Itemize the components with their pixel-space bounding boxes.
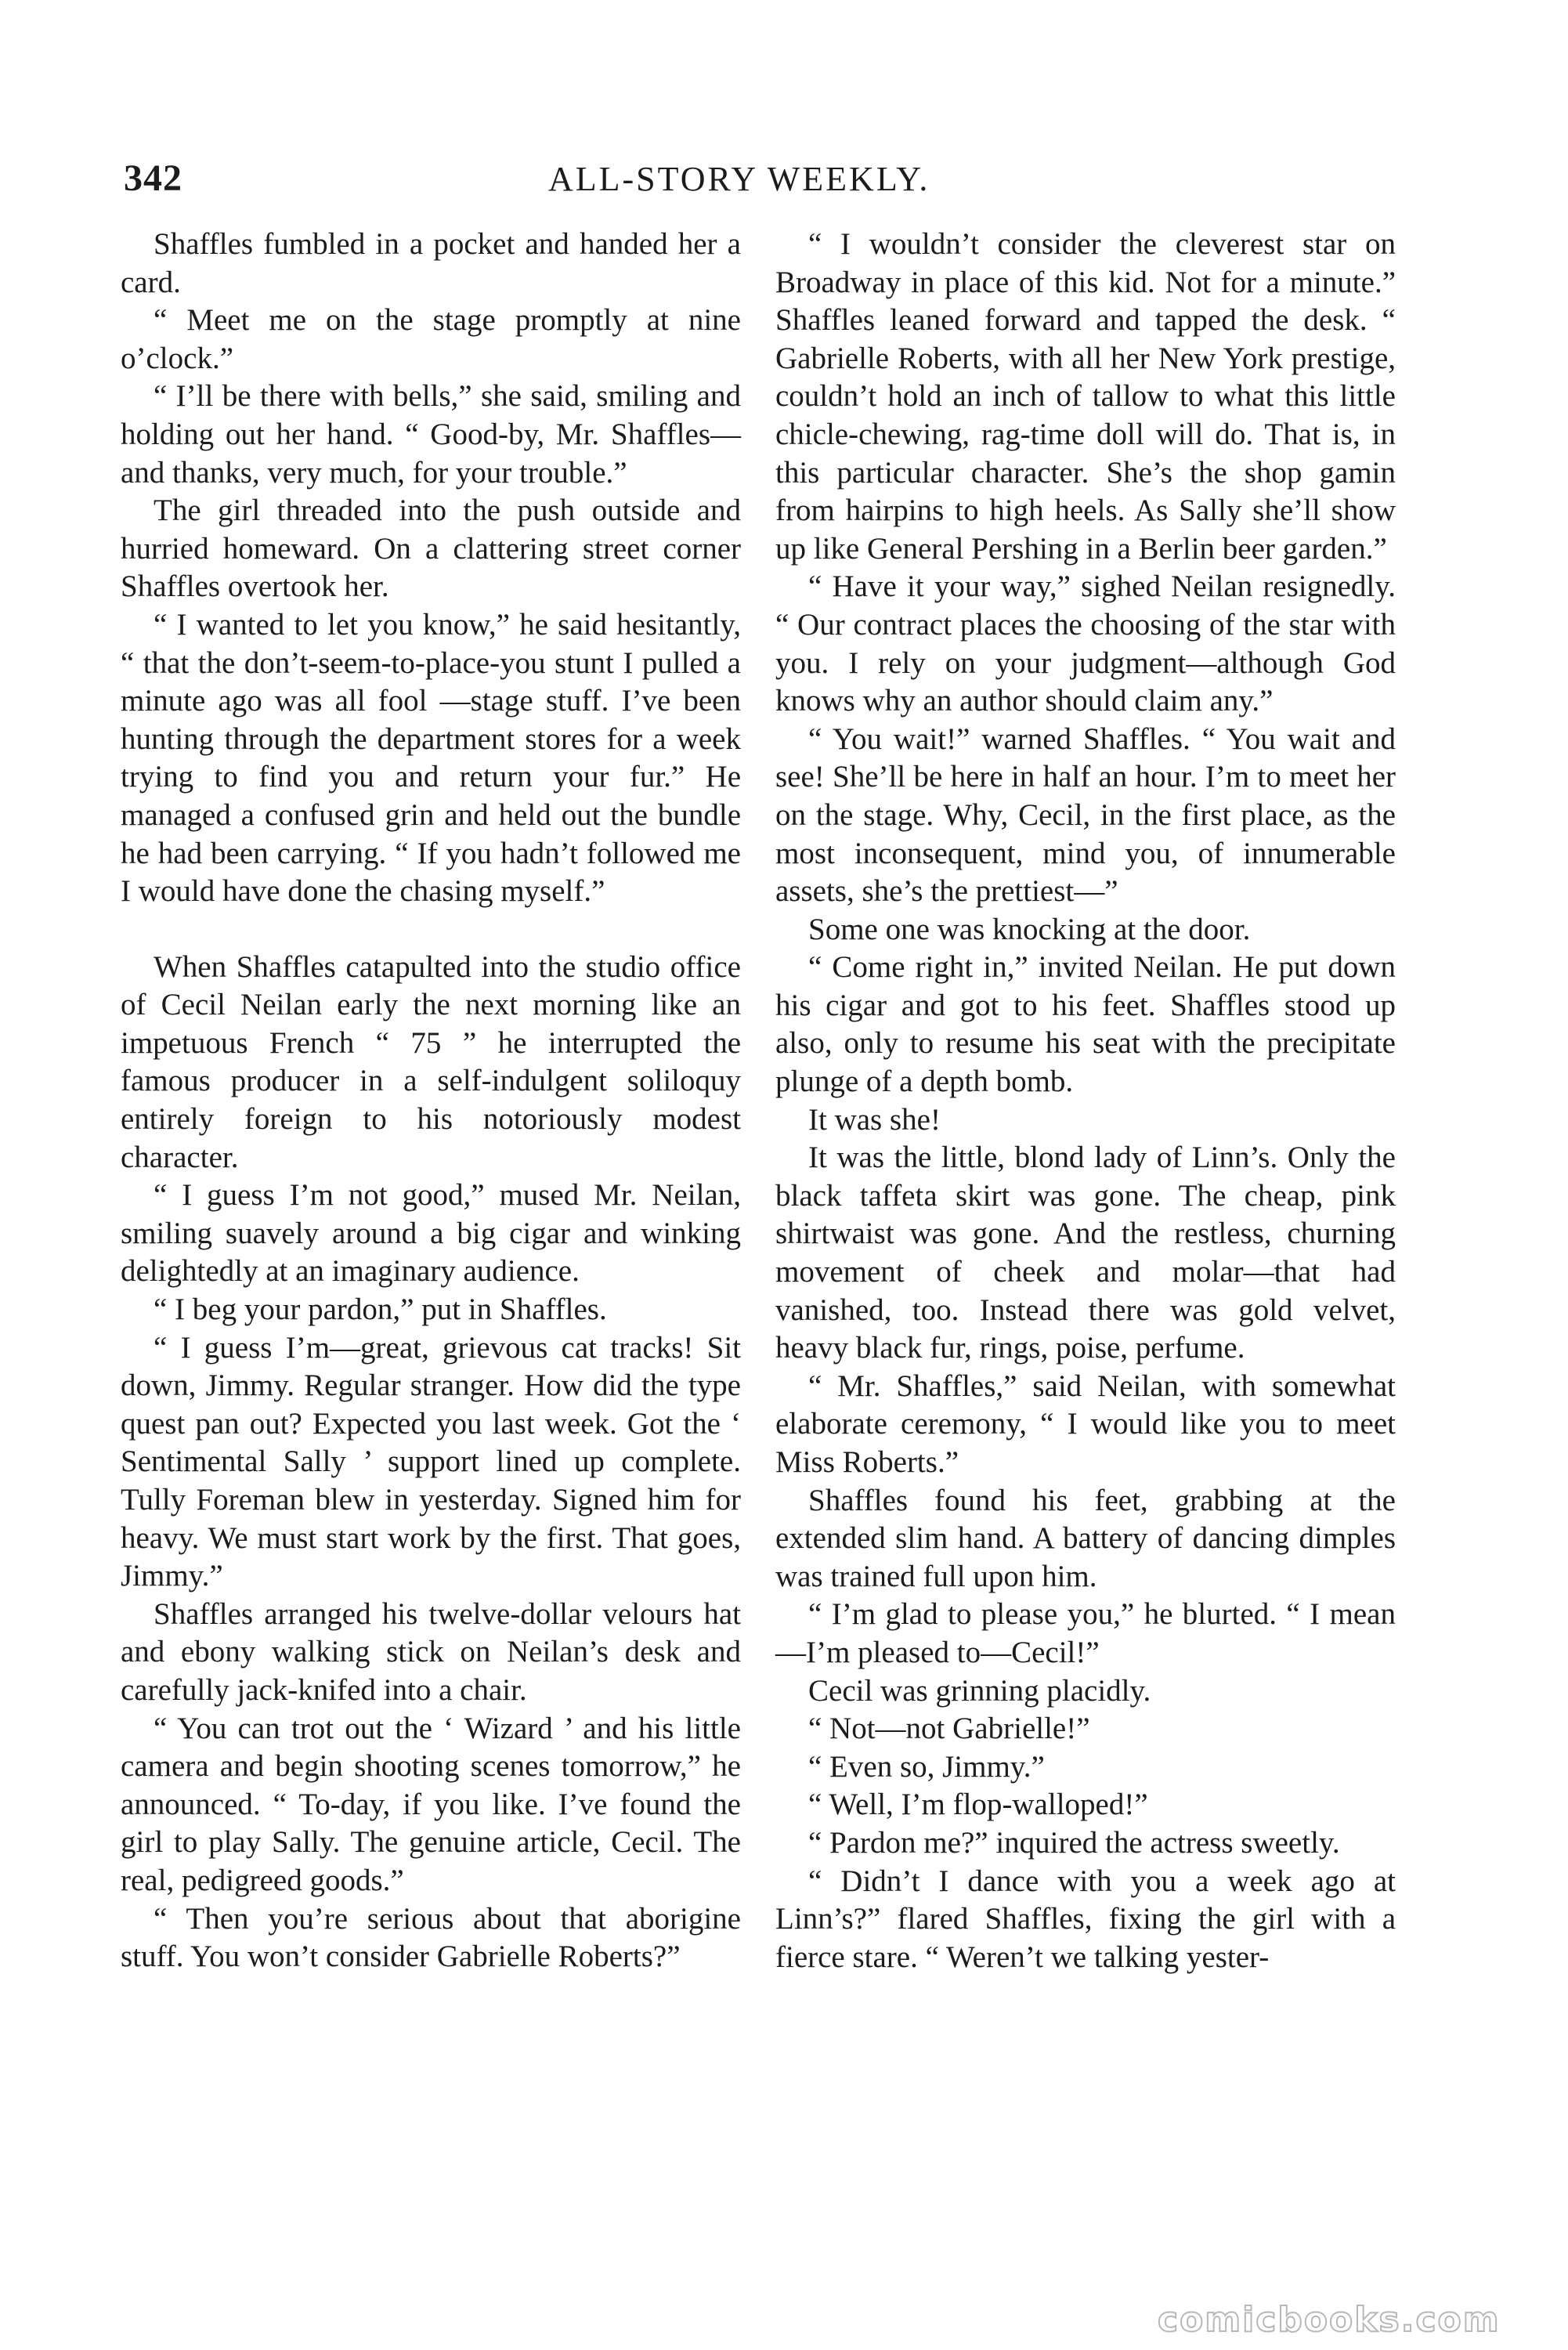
text-column-left <box>121 226 741 1976</box>
paragraph: “ Even so, Jimmy.” <box>808 1749 1045 1784</box>
paragraph: The girl threaded into the push outside and hurried homeward. On a clattering street corner Shaffles overtook her. <box>121 494 741 604</box>
paragraph: It was she! <box>808 1102 941 1137</box>
paragraph: “ I wanted to let you know,” he said hesitantly, “ that the don’t-seem-to-place-you stunt I pulled a minute ago was all fool —stage stuff. I’ve been hunting through the department stores for a week trying to find you and return your fur.” He managed a confused grin and held out the bundle he had been carrying. “ If you hadn’t followed me I would have done the chasing myself.” <box>121 607 741 909</box>
paragraph: It was the little, blond lady of Linn’s. Only the black taffeta skirt was gone. The cheap, pink shirtwaist was gone. And the restless, churning movement of cheek and molar—that had vanished, too. Instead there was gold velvet, heavy black fur, rings, poise, perfume. <box>775 1141 1396 1365</box>
paragraph: “ Mr. Shaffles,” said Neilan, with somewhat elaborate ceremony, “ I would like you to meet Miss Roberts.” <box>775 1368 1396 1479</box>
paragraph: Some one was knocking at the door. <box>808 912 1251 946</box>
paragraph: “ I’m glad to please you,” he blurted. “ I mean—I’m pleased to—Cecil!” <box>775 1597 1396 1669</box>
paragraph: “ Not—not Gabrielle!” <box>808 1712 1090 1746</box>
paragraph: “ Have it your way,” sighed Neilan resignedly. “ Our contract places the choosing of the star with you. I rely on your judgment—although God knows why an author should claim any.” <box>775 569 1396 718</box>
paragraph: “ I wouldn’t consider the cleverest star on Broadway in place of this kid. Not for a minute.” Shaffles leaned forward and tapped the desk. “ Gabrielle Roberts, with all her New York prestige, couldn’t hold an inch of tallow to what this little chicle-chewing, rag-time doll will do. That is, in this particular character. She’s the shop gamin from hairpins to high heels. As Sally she’ll show up like General Pershing in a Berlin beer garden.” <box>775 227 1396 566</box>
paragraph: “ Then you’re serious about that aborigine stuff. You won’t consider Gabrielle Roberts?” <box>121 1901 741 1974</box>
watermark: comicbooks.com <box>1158 2300 1501 2340</box>
paragraph: When Shaffles catapulted into the studio office of Cecil Neilan early the next morning like an impetuous French “ 75 ” he interrupted the famous producer in a self-indulgent soliloquy entirely foreign to his notoriously modest character. <box>121 949 741 1174</box>
paragraph: “ I guess I’m—great, grievous cat tracks! Sit down, Jimmy. Regular stranger. How did the type quest pan out? Expected you last week. Got the ‘ Sentimental Sally ’ support lined up complete. Tully Foreman blew in yesterday. Signed him for heavy. We must start work by the first. That goes, Jimmy.” <box>121 1330 741 1593</box>
text-column-right <box>775 226 1396 1976</box>
paragraph: “ I guess I’m not good,” mused Mr. Neilan, smiling suavely around a big cigar and winking delightedly at an imaginary audience. <box>121 1178 741 1289</box>
paragraph: “ I’ll be there with bells,” she said, smiling and holding out her hand. “ Good-by, Mr. Shaffles—and thanks, very much, for your trouble.” <box>121 379 741 490</box>
paragraph: “ Come right in,” invited Neilan. He put down his cigar and got to his feet. Shaffles stood up also, only to resume his seat with the precipitate plunge of a depth bomb. <box>775 950 1396 1099</box>
page-number: 342 <box>124 157 182 199</box>
paragraph: “ Pardon me?” inquired the actress sweetly. <box>808 1825 1340 1860</box>
paragraph: “ You wait!” warned Shaffles. “ You wait and see! She’ll be here in half an hour. I’m to meet her on the stage. Why, Cecil, in the first place, as the most inconsequent, mind you, of innumerable assets, she’s the prettiest—” <box>775 721 1396 909</box>
paragraph: Shaffles arranged his twelve-dollar velours hat and ebony walking stick on Neilan’s desk and carefully jack-knifed into a chair. <box>121 1596 741 1707</box>
paragraph: “ Didn’t I dance with you a week ago at Linn’s?” flared Shaffles, fixing the girl with a fierce stare. “ Weren’t we talking yester- <box>775 1864 1396 1974</box>
paragraph: “ I beg your pardon,” put in Shaffles. <box>154 1292 607 1327</box>
running-head: ALL-STORY WEEKLY. <box>548 160 930 198</box>
paragraph: “ You can trot out the ‘ Wizard ’ and his little camera and begin shooting scenes tomorrow,” he announced. “ To-day, if you like. I’ve found the girl to play Sally. The genuine article, Cecil. The real, pedigreed goods.” <box>121 1711 741 1897</box>
paragraph: Shaffles found his feet, grabbing at the extended slim hand. A battery of dancing dimples was trained full upon him. <box>775 1483 1396 1593</box>
paragraph: “ Well, I’m flop-walloped!” <box>808 1788 1148 1822</box>
paragraph: “ Meet me on the stage promptly at nine o’clock.” <box>121 303 741 375</box>
paragraph: Cecil was grinning placidly. <box>808 1673 1151 1708</box>
paragraph: Shaffles fumbled in a pocket and handed her a card. <box>121 227 741 299</box>
